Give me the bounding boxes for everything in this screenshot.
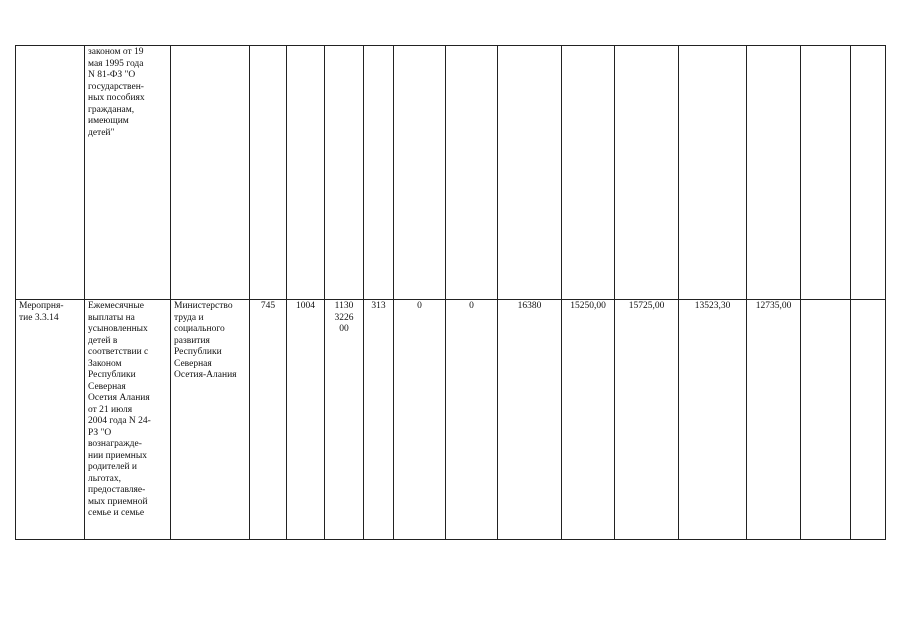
cell-value bbox=[801, 46, 851, 300]
cell-value: 0 bbox=[394, 300, 446, 540]
cell-responsible bbox=[171, 46, 250, 300]
cell-value bbox=[446, 46, 498, 300]
table-row bbox=[16, 46, 886, 300]
cell-code: 745 bbox=[250, 300, 287, 540]
cell-value bbox=[851, 300, 886, 540]
cell-description: Ежемесячные выплаты на усыновленных детей в соответствии с Законом Республики Северная Осетия Алания от 21 июля 2004 года N 24- РЗ "О вознагражде- нии приемных родителей и льготах, предоставляе- мых приемной семье и семье bbox=[85, 300, 171, 540]
cell-code bbox=[364, 46, 394, 300]
cell-value bbox=[679, 46, 747, 300]
cell-responsible: Министерство труда и социального развития Республики Северная Осетия-Алания bbox=[171, 300, 250, 540]
cell-value bbox=[394, 46, 446, 300]
budget-table bbox=[15, 45, 886, 540]
cell-code bbox=[287, 46, 325, 300]
cell-value: 15725,00 bbox=[615, 300, 679, 540]
cell-code bbox=[325, 46, 364, 300]
table-row bbox=[16, 300, 886, 540]
cell-value: 0 bbox=[446, 300, 498, 540]
cell-description: законом от 19 мая 1995 года N 81-ФЗ "О государствен- ных пособиях гражданам, имеющим детей" bbox=[85, 46, 171, 300]
cell-value bbox=[498, 46, 562, 300]
cell-code: 1004 bbox=[287, 300, 325, 540]
cell-event bbox=[16, 46, 85, 300]
cell-value: 15250,00 bbox=[562, 300, 615, 540]
cell-value: 16380 bbox=[498, 300, 562, 540]
cell-value bbox=[615, 46, 679, 300]
cell-value bbox=[801, 300, 851, 540]
cell-event: Меропрня- тие 3.3.14 bbox=[16, 300, 85, 540]
cell-value bbox=[562, 46, 615, 300]
cell-value bbox=[747, 46, 801, 300]
cell-value: 12735,00 bbox=[747, 300, 801, 540]
cell-value bbox=[851, 46, 886, 300]
cell-value: 13523,30 bbox=[679, 300, 747, 540]
cell-code bbox=[250, 46, 287, 300]
cell-code: 1130 3226 00 bbox=[325, 300, 364, 540]
cell-code: 313 bbox=[364, 300, 394, 540]
